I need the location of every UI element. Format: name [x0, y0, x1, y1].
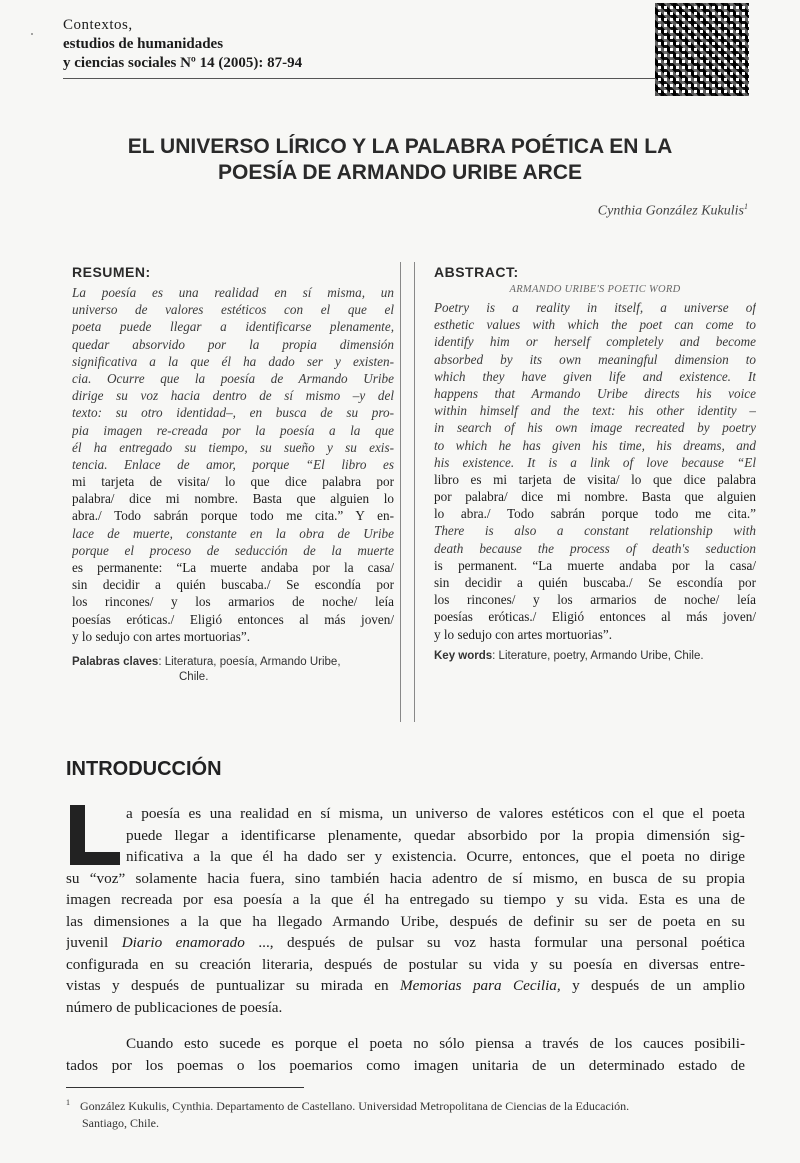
author-name	[598, 202, 748, 220]
column-divider	[414, 262, 415, 722]
body-line: las dimensiones a la que ha llegado Armando Uribe, después de definir su ser de poeta en su	[66, 912, 745, 930]
introduccion-body	[66, 803, 745, 1076]
keywords-text: : Literatura, poesía, Armando Uribe,	[158, 655, 341, 668]
abstract-line: universo de valores estéticos con el que el	[72, 302, 394, 318]
abstract-line: tencia. Enlace de amor, porque “El libro es	[72, 456, 394, 472]
keywords-text-continued: Chile.	[179, 670, 209, 683]
abstract-line: La poesía es una realidad en sí misma, un	[72, 285, 394, 300]
book-title-diario-enamorado: Diario enamorado	[121, 934, 245, 951]
abstract-line: porque el proceso de seducción de la muerte	[72, 542, 394, 558]
body-line: a poesía es una realidad en sí misma, un universo de valores estéticos con el que el poeta	[126, 805, 745, 822]
abstract-line: sin decidir a quién buscaba./ Se escondía por	[72, 577, 394, 593]
paragraph-gap	[66, 1018, 745, 1033]
abstract-keywords	[434, 649, 756, 664]
footnote	[66, 1094, 746, 1132]
abstract-line: él ha entregado su tiempo, su sueño y su exis-	[72, 439, 394, 455]
abstract-line: mi tarjeta de visita/ lo que dice palabra por	[72, 474, 394, 490]
column-divider	[400, 262, 401, 722]
keywords-label: Palabras claves	[72, 655, 159, 668]
abstract-line: y lo sedujo con artes mortuorias”.	[434, 626, 612, 642]
abstract-line: absorbed by its own meaningful dimension to	[434, 351, 756, 367]
abstract-line: lo abra./ Todo sabrán porque todo me cita.”	[434, 506, 756, 522]
abstract-line: is permanent. “La muerte andaba por la casa/	[434, 557, 756, 573]
title-line: EL UNIVERSO LÍRICO Y LA PALABRA POÉTICA EN LA	[127, 135, 673, 158]
journal-name: Contextos,	[63, 17, 133, 33]
scan-speck	[31, 33, 33, 35]
author-text: Cynthia González Kukulis	[597, 203, 744, 219]
resumen-keywords	[72, 655, 394, 685]
abstract-line: es permanente: “La muerte andaba por la casa/	[72, 560, 394, 575]
body-line: tados por los poemas o los poemarios como imagen unitaria de un determinado estado de	[66, 1056, 745, 1074]
abstract-line: los rincones/ y los armarios de noche/ leía	[72, 594, 394, 610]
body-line	[66, 975, 745, 997]
body-line: puede llegar a identificarse plenamente, quedar absorbido por la propia dimensión sig-	[126, 826, 745, 844]
footnote-text: González Kukulis, Cynthia. Departamento de Castellano. Universidad Metropolitana de Ciencias de la Educación.	[80, 1099, 630, 1113]
abstract-line: texto: su otro identidad–, en busca de su pro-	[72, 405, 394, 421]
body-line: configurada en su creación literaria, después de postular su vida y su poesía en diversas entre-	[66, 955, 745, 973]
abstract-line: libro es mi tarjeta de visita/ lo que dice palabra	[434, 471, 756, 487]
resumen-section	[72, 264, 394, 685]
abstract-body	[434, 299, 756, 643]
body-line: imagen recreada por esa poesía a la que él ha entregado su tiempo y su vida. Esta es una de	[66, 891, 745, 908]
header-rule	[63, 78, 655, 79]
article-title	[60, 134, 740, 186]
journal-subtitle: estudios de humanidades	[63, 36, 224, 52]
abstract-line: Poetry is a reality in itself, a universe of	[434, 300, 756, 315]
abstract-line: esthetic values with which the poet can come to	[434, 317, 756, 333]
abstract-line: sin decidir a quién buscaba./ Se escondía por	[434, 575, 756, 590]
book-title-memorias-para-cecilia: Memorias para Cecilia,	[399, 977, 561, 994]
journal-issue: y ciencias sociales Nº 14 (2005): 87-94	[63, 55, 303, 71]
abstract-line: cia. Ocurre que la poesía de Armando Uribe	[72, 370, 394, 386]
abstract-line: in search of his own image recreated by poetry	[434, 420, 756, 436]
abstract-heading: ABSTRACT:	[434, 264, 519, 280]
body-text: y después de un amplio	[560, 977, 745, 994]
abstract-line: poesías eróticas./ Eligió entonces al más joven/	[72, 611, 394, 627]
abstract-line: his existence. It is a link of love because “El	[434, 454, 756, 470]
abstract-line: which they have given life and existence. It	[434, 368, 756, 384]
body-line: Cuando esto sucede es porque el poeta no sólo piensa a través de los cauces posibili-	[126, 1035, 745, 1052]
abstract-line: poeta puede llegar a identificarse plenamente,	[72, 319, 394, 335]
abstract-line: por palabra/ dice mi nombre. Basta que alguien	[434, 489, 756, 505]
abstract-line: los rincones/ y los armarios de noche/ leía	[434, 592, 756, 608]
abstract-line: quedar absorvido por la propia dimensión	[72, 336, 394, 352]
body-line: su “voz” solamente hacia fuera, sino también hacia adentro de sí mismo, en busca de su propia	[66, 869, 745, 887]
keywords-text: : Literature, poetry, Armando Uribe, Chile.	[492, 649, 704, 662]
abstract-line: There is also a constant relationship with	[434, 523, 756, 539]
qr-code-icon	[655, 3, 749, 96]
author-footnote-marker[interactable]: 1	[744, 202, 748, 211]
abstract-line: significativa a la que él ha dado ser y existen-	[72, 353, 394, 369]
title-line: POESÍA DE ARMANDO URIBE ARCE	[217, 161, 583, 184]
journal-header	[63, 16, 302, 73]
keywords-label: Key words	[434, 649, 493, 662]
abstract-line: dirige su voz hacia dentro de sí mismo –y del	[72, 388, 394, 404]
resumen-body	[72, 284, 394, 645]
abstract-section	[434, 264, 756, 664]
section-heading-introduccion: INTRODUCCIÓN	[66, 758, 222, 780]
abstract-line: within himself and the text: his other identity –	[434, 403, 756, 419]
footnote-text-continued: Santiago, Chile.	[82, 1116, 159, 1130]
abstract-line: lace de muerte, constante en la obra de Uribe	[72, 525, 394, 541]
abstract-line: palabra/ dice mi nombre. Basta que alguien lo	[72, 491, 394, 507]
abstract-line: abra./ Todo sabrán porque todo me cita.” Y en-	[72, 508, 394, 524]
body-line: nificativa a la que él ha dado ser y existencia. Ocurre, entonces, que el poeta no dirige	[126, 848, 745, 865]
footnote-rule	[66, 1087, 304, 1088]
abstract-line: y lo sedujo con artes mortuorias”.	[72, 628, 250, 644]
abstract-line: death because the process of death's seduction	[434, 540, 756, 556]
abstract-subtitle: ARMANDO URIBE'S POETIC WORD	[509, 284, 681, 295]
body-text: juvenil	[66, 934, 122, 951]
abstract-line: happens that Armando Uribe directs his voice	[434, 385, 756, 401]
resumen-heading: RESUMEN:	[72, 264, 151, 280]
body-line	[66, 932, 745, 954]
body-text: ..., después de pulsar su voz hasta formular una personal poética	[244, 934, 745, 951]
abstract-line: pia imagen re-creada por la poesía a la que	[72, 422, 394, 438]
abstract-line: poesías eróticas./ Eligió entonces al más joven/	[434, 609, 756, 625]
abstract-line: to which he has given his time, his dreams, and	[434, 437, 756, 453]
footnote-marker: 1	[66, 1098, 70, 1107]
body-line: número de publicaciones de poesía.	[66, 998, 283, 1016]
abstract-line: identify him or herself completely and become	[434, 334, 756, 350]
body-text: vistas y después de puntualizar su mirada en	[66, 977, 400, 994]
